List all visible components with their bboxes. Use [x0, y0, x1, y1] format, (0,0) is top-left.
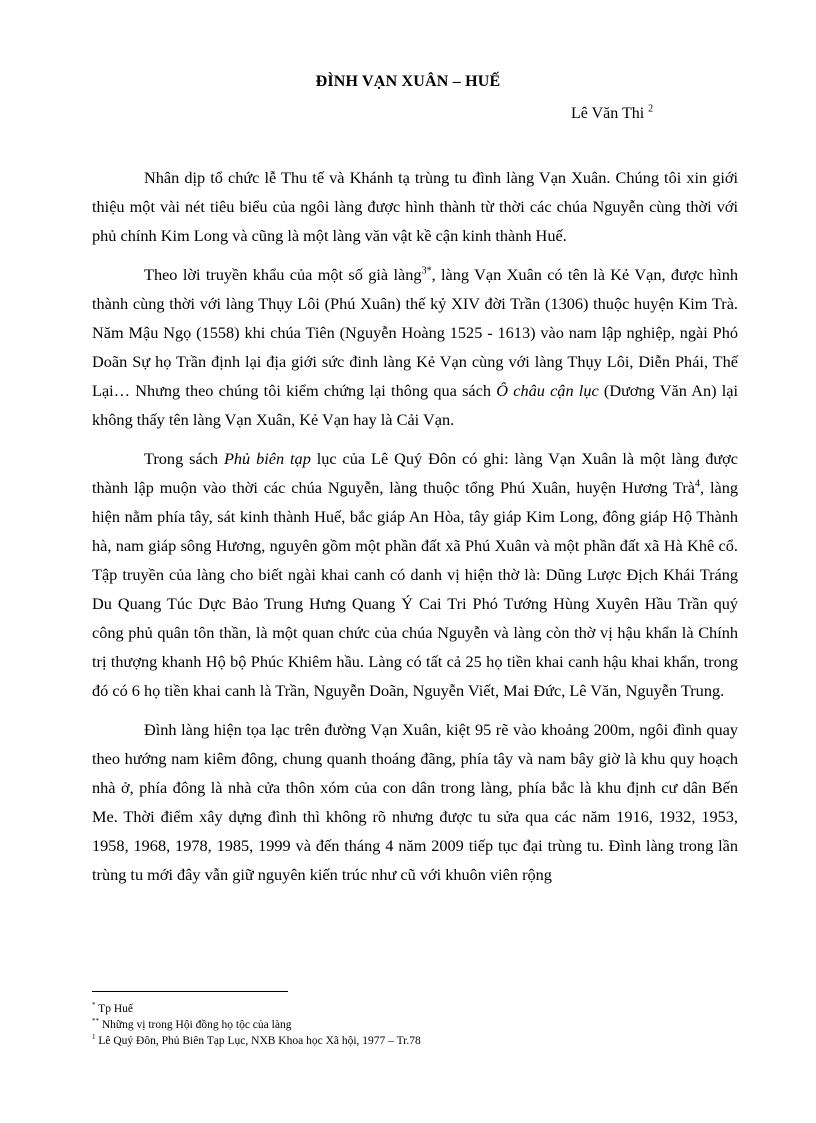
footnote-3-mark: 1 — [92, 1033, 96, 1042]
footnote-ref-3: 3* — [421, 265, 432, 277]
paragraph-3-part-c: , làng hiện nằm phía tây, sát kinh thành Huế, bắc giáp An Hòa, tây giáp Kim Long, đông giáp Hộ Thành hà, nam giáp sông Hương, nguyên gồm một phần đất xã Phú Xuân và một phần đất xã Hà Khê cổ. Tập truyền của làng cho biết ngài khai canh có danh vị hiện thờ là: Dũng Lược Địch Khái Tráng Du Quang Túc Dực Bảo Trung Hưng Quang Ý Cai Tri Phó Tướng Hùng Xuyên Hầu Trần quý công phủ quân tôn thần, là một quan chức của chúa Nguyễn và làng còn thờ vị hậu khẩn là Chính trị thượng khanh Hộ bộ Phúc Khiêm hầu. Làng có tất cả 25 họ tiền khai canh hậu khai khẩn, trong đó có 6 họ tiền khai canh là Trần, Nguyễn Doãn, Nguyễn Viết, Mai Đức, Lê Văn, Nguyễn Trung. — [92, 478, 738, 700]
footnote-2-mark: ** — [92, 1017, 99, 1026]
footnote-1 — [92, 1001, 738, 1017]
footnote-2-text: Những vị trong Hội đồng họ tộc của làng — [101, 1019, 292, 1031]
paragraph-3-part-a: Trong sách — [144, 449, 224, 468]
paragraph-2-part-c: (Dương Văn An) lại không thấy tên làng Vạn Xuân, Kẻ Vạn hay là Cải Vạn. — [92, 381, 739, 429]
footnote-2 — [92, 1017, 738, 1033]
paragraph-3 — [92, 444, 738, 705]
author-name: Lê Văn Thi — [571, 105, 645, 122]
footnote-separator — [92, 991, 288, 992]
paragraph-2-part-b: , làng Vạn Xuân có tên là Kẻ Vạn, được hình thành cùng thời với làng Thụy Lôi (Phú Xuân) thế kỷ XIV đời Trần (1306) thuộc huyện Kim Trà. Năm Mậu Ngọ (1558) khi chúa Tiên (Nguyễn Hoàng 1525 - 1613) vào nam lập nghiệp, ngài Phó Doãn Sự họ Trần định lại địa giới sức đinh làng Kẻ Vạn cùng với làng Thụy Lôi, Diễn Phái, Thế Lại… Nhưng theo chúng tôi kiểm chứng lại thông qua sách — [92, 265, 739, 400]
paragraph-2 — [92, 260, 738, 434]
footnote-3-text: Lê Quý Đôn, Phủ Biên Tạp Lục, NXB Khoa học Xã hội, 1977 – Tr.78 — [98, 1035, 421, 1047]
footnote-1-mark: * — [92, 1001, 96, 1010]
footnote-ref-4: 4 — [695, 478, 701, 490]
paragraph-1: Nhân dịp tổ chức lễ Thu tế và Khánh tạ trùng tu đình làng Vạn Xuân. Chúng tôi xin giới thiệu một vài nét tiêu biểu của ngôi làng được hình thành từ thời các chúa Nguyễn cùng thời với phủ chính Kim Long và cũng là một làng văn vật kề cận kinh thành Huế. — [92, 168, 738, 245]
book-title-phu-bien-tap: Phủ biên tạp — [223, 449, 311, 468]
paragraph-3-part-b: lục của Lê Quý Đôn có ghi: làng Vạn Xuân là một làng được thành lập muộn vào thời các chúa Nguyễn, làng thuộc tổng Phú Xuân, huyện Hương Trà — [92, 449, 738, 497]
paragraph-4: Đình làng hiện tọa lạc trên đường Vạn Xuân, kiệt 95 rẽ vào khoảng 200m, ngôi đình quay theo hướng nam kiêm đông, chung quanh thoáng đãng, phía tây và nam bây giờ là khu quy hoạch nhà ở, phía đông là nhà cửa thôn xóm của con dân trong làng, phía bắc là khu định cư dân Bến Me. Thời điểm xây dựng đình thì không rõ nhưng được tu sửa qua các năm 1916, 1932, 1953, 1958, 1968, 1978, 1985, 1999 và đến tháng 4 năm 2009 tiếp tục đại trùng tu. Đình làng trong lần trùng tu mới đây vẫn giữ nguyên kiến trúc như cũ với khuôn viên rộng — [92, 720, 738, 884]
footnote-1-text: Tp Huế — [98, 1003, 133, 1015]
book-title-o-chau-can-luc: Ô châu cận lục — [496, 381, 599, 400]
footnote-3 — [92, 1033, 738, 1049]
author-footnote-ref: 2 — [648, 103, 654, 115]
paragraph-2-part-a: Theo lời truyền khẩu của một số già làng — [144, 265, 422, 284]
author-line — [571, 105, 653, 123]
document-title: ĐÌNH VẠN XUÂN – HUẾ — [315, 73, 501, 90]
footnotes — [92, 1001, 738, 1049]
article-body — [92, 163, 738, 889]
